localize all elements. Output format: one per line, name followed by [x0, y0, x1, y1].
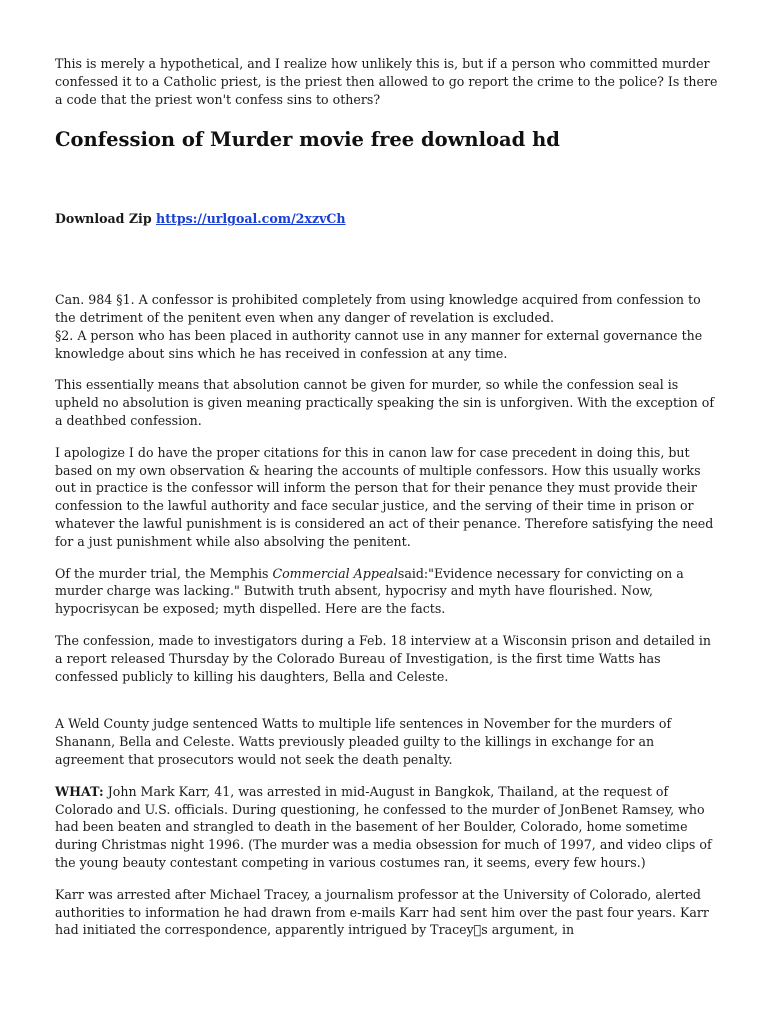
document-page — [55, 55, 720, 953]
what-paragraph — [55, 783, 720, 872]
weld-paragraph: A Weld County judge sentenced Watts to multiple life sentences in November for the murders of Shanann, Bella and Celeste. Watts previously pleaded guilty to the killings in exchange for an agreement that prosecutors would not seek the death penalty. — [55, 716, 672, 767]
memphis-text-pre: Of the murder trial, the Memphis — [55, 565, 273, 581]
absolution-paragraph: This essentially means that absolution cannot be given for murder, so while the confession seal is upheld no absolution is given meaning practically speaking the sin is unforgiven. With the exception of a deathbed confession. — [55, 377, 715, 428]
confession-paragraph: The confession, made to investigators during a Feb. 18 interview at a Wisconsin prison and detailed in a report released Thursday by the Colorado Bureau of Investigation, is the first time Watts has confessed publicly to killing his daughters, Bella and Celeste. — [55, 632, 712, 684]
download-line — [55, 210, 720, 228]
karr-paragraph: Karr was arrested after Michael Tracey, a journalism professor at the University of Colorado, alerted authorities to information he had drawn from e-mails Karr had sent him over the past four years. Karr had initiated the correspondence, apparently intrigued by Tracey s argument, in — [55, 886, 709, 938]
intro-paragraph: This is merely a hypothetical, and I realize how unlikely this is, but if a person who committed murder confessed it to a Catholic priest, is the priest then allowed to go report the crime to the police? Is there a code that the priest won't confess sins to others? — [55, 56, 718, 107]
canon-paragraph — [55, 291, 720, 362]
what-text: John Mark Karr, 41, was arrested in mid-August in Bangkok, Thailand, at the request of Colorado and U.S. officials. During questioning, he confessed to the murder of JonBenet Ramsey, who had been beaten and strangled to death in the basement of her Boulder, Colorado, home sometime during Christmas night 1996. (The murder was a media obsession for much of 1997, and video clips of the young beauty contestant competing in various costumes ran, it seems, every few hours.) — [55, 783, 712, 870]
memphis-paragraph — [55, 565, 720, 618]
memphis-publication: Commercial Appeal — [272, 565, 398, 581]
canon-section-2: §2. A person who has been placed in authority cannot use in any manner for external governance the knowledge about sins which he has received in confession at any time. — [55, 327, 703, 361]
apologize-paragraph: I apologize I do have the proper citations for this in canon law for case precedent in doing this, but based on my own observation & hearing the accounts of multiple confessors. How this usually works out in practice is the confessor will inform the person that for their penance they must provide their confession to the lawful authority and face secular justice, and the serving of their time in prison or whatever the lawful punishment is is considered an act of their penance. Therefore satisfying the need for a just punishment while also absolving the penitent. — [55, 444, 714, 549]
page-title: Confession of Murder movie free download hd — [55, 128, 560, 152]
what-label: WHAT: — [55, 783, 104, 799]
canon-section-1: Can. 984 §1. A confessor is prohibited completely from using knowledge acquired from confession to the detriment of the penitent even when any danger of revelation is excluded. — [55, 292, 701, 325]
download-link[interactable]: https://urlgoal.com/2xzvCh — [156, 211, 346, 227]
download-label: Download Zip — [55, 211, 152, 227]
memphis-text-post: said:"Evidence necessary for convicting on a murder charge was lacking." Butwith truth absent, hypocrisy and myth have flourished. Now, hypocrisycan be exposed; myth dispelled. Here are the facts. — [55, 565, 684, 617]
